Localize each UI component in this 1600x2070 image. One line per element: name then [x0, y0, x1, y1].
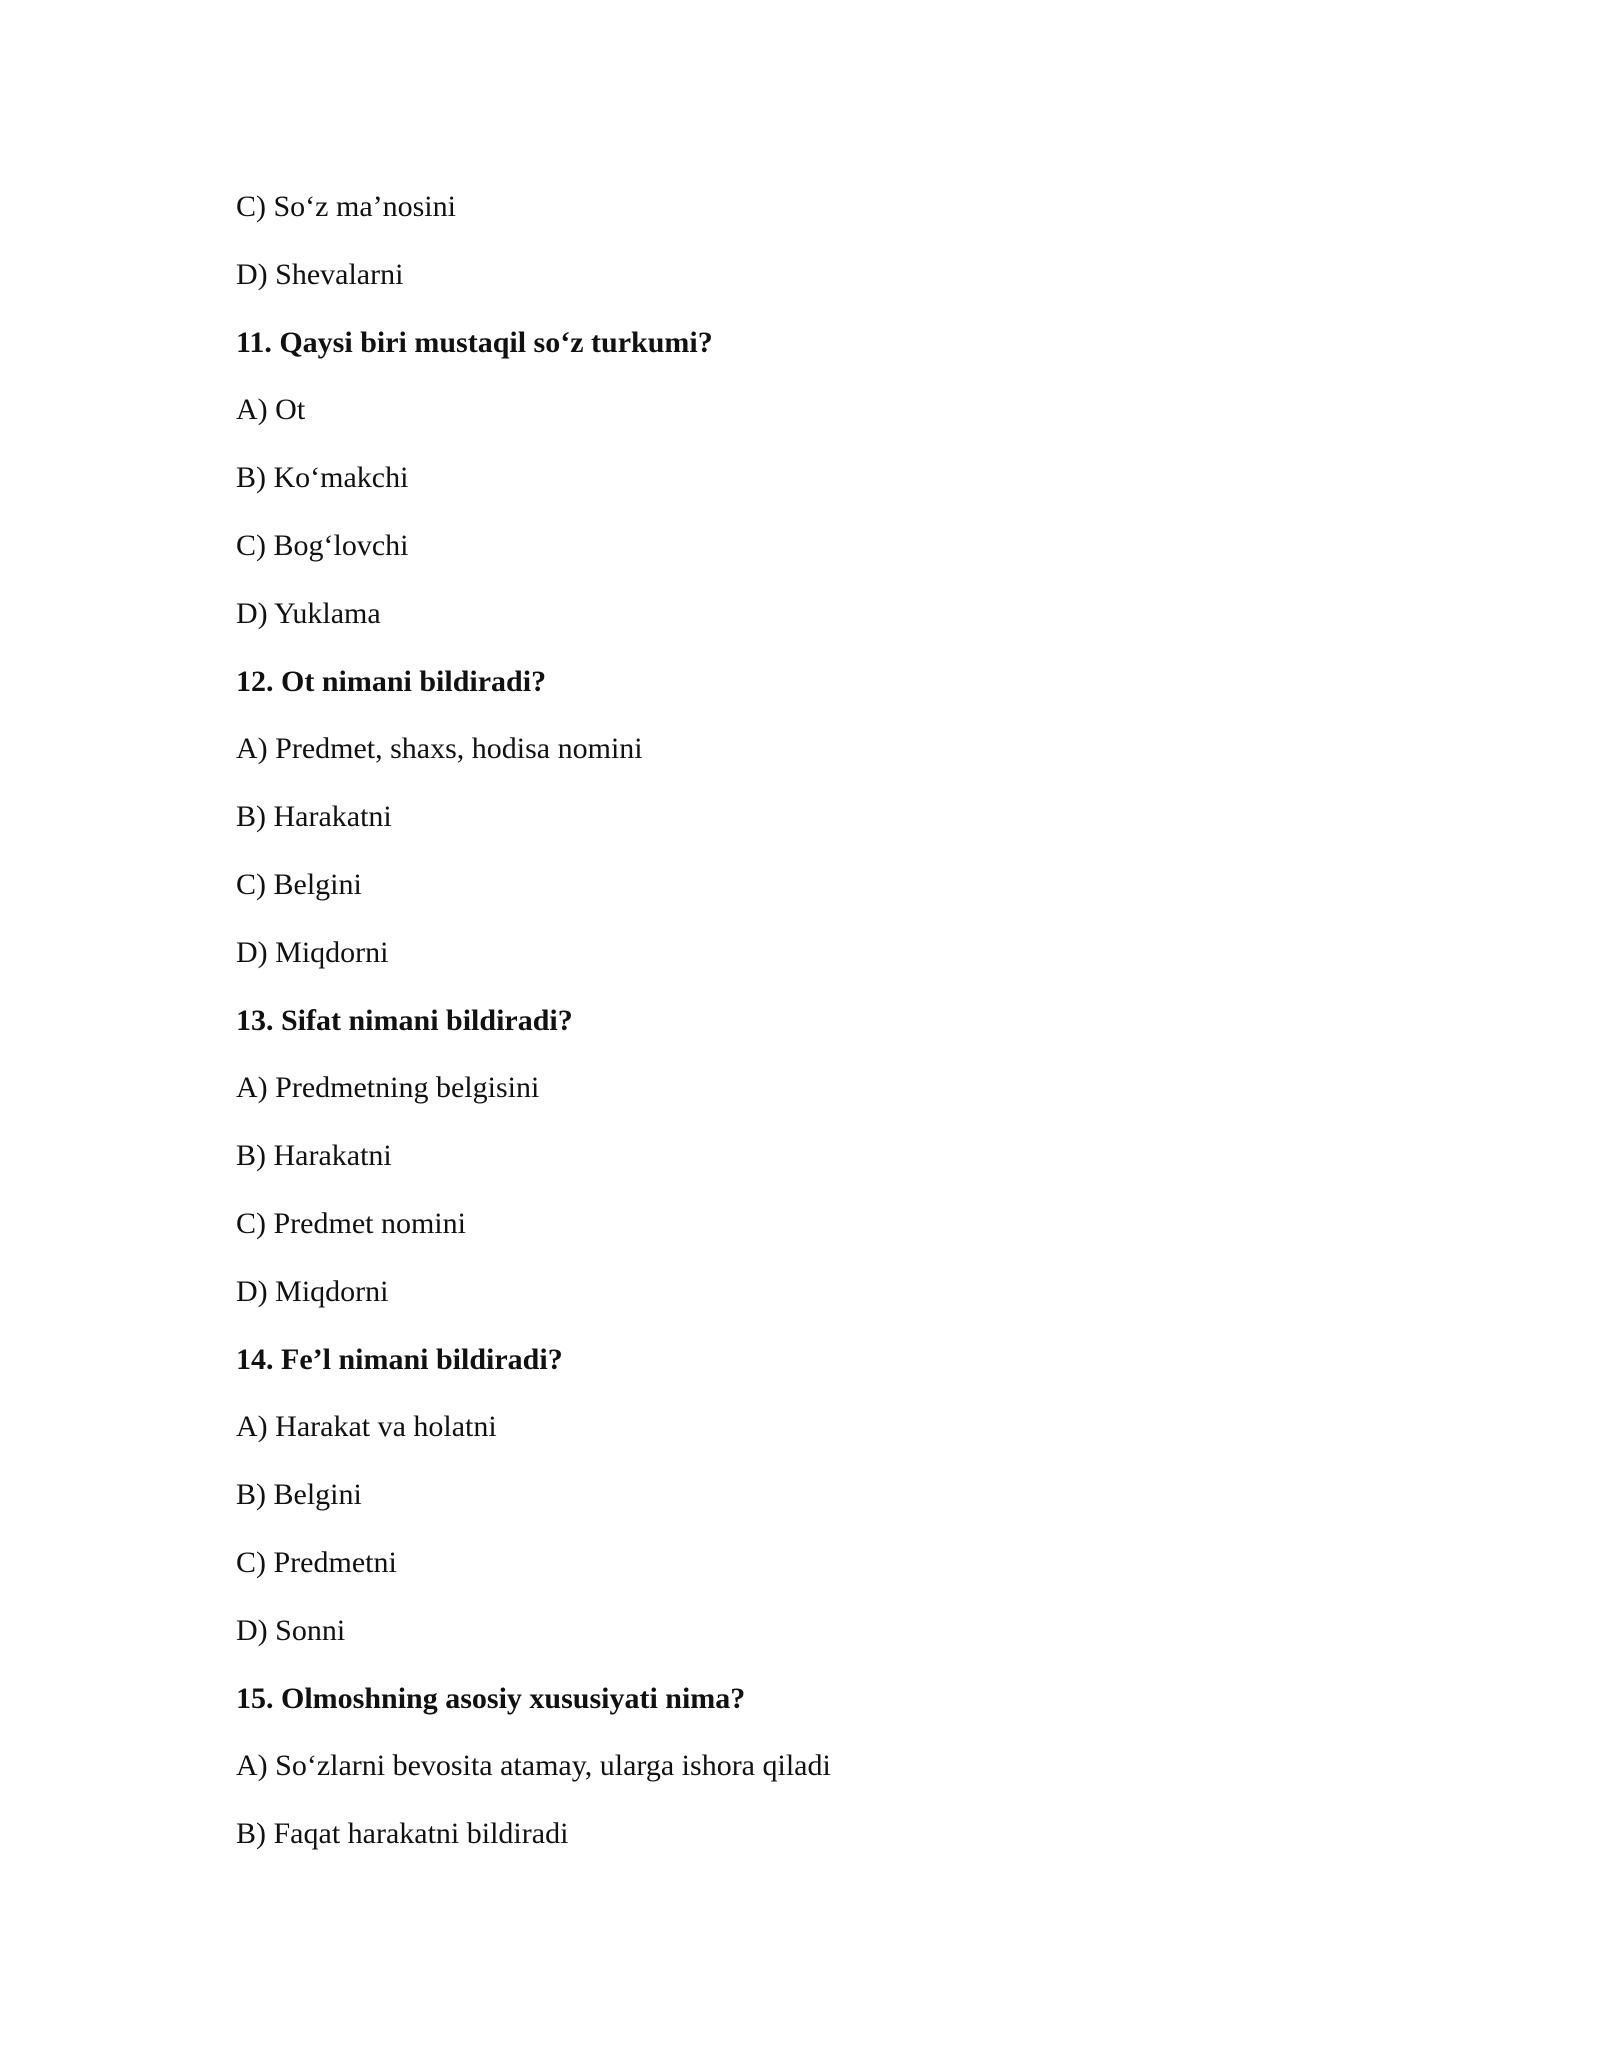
answer-option: C) So‘z ma’nosini — [236, 190, 456, 223]
answer-option: C) Belgini — [236, 867, 362, 901]
answer-option: A) Predmetning belgisini — [236, 1071, 540, 1105]
answer-option: C) Bog‘lovchi — [236, 528, 409, 562]
answer-option: D) Shevalarni — [236, 257, 404, 291]
answer-option: B) Faqat harakatni bildiradi — [236, 1817, 569, 1851]
answer-option: D) Sonni — [236, 1613, 346, 1647]
answer-option: D) Miqdorni — [236, 1274, 389, 1308]
question-heading: 11. Qaysi biri mustaqil so‘z turkumi? — [236, 325, 713, 359]
answer-option: A) Ot — [236, 393, 306, 427]
answer-option: B) Harakatni — [236, 1139, 392, 1173]
answer-option: B) Harakatni — [236, 800, 392, 834]
question-heading: 13. Sifat nimani bildiradi? — [236, 1003, 573, 1037]
answer-option: A) So‘zlarni bevosita atamay, ularga ishora qiladi — [236, 1749, 831, 1783]
answer-option: A) Predmet, shaxs, hodisa nomini — [236, 732, 643, 766]
question-heading: 14. Fe’l nimani bildiradi? — [236, 1342, 563, 1376]
answer-option: D) Miqdorni — [236, 935, 389, 969]
answer-option: B) Ko‘makchi — [236, 461, 409, 495]
answer-option: D) Yuklama — [236, 596, 381, 630]
answer-option: C) Predmetni — [236, 1545, 397, 1579]
answer-option: B) Belgini — [236, 1478, 362, 1512]
quiz-content — [236, 186, 1436, 1881]
answer-option: A) Harakat va holatni — [236, 1410, 497, 1444]
answer-option: C) Predmet nomini — [236, 1206, 466, 1240]
question-heading: 12. Ot nimani bildiradi? — [236, 664, 547, 698]
question-heading: 15. Olmoshning asosiy xususiyati nima? — [236, 1681, 746, 1715]
